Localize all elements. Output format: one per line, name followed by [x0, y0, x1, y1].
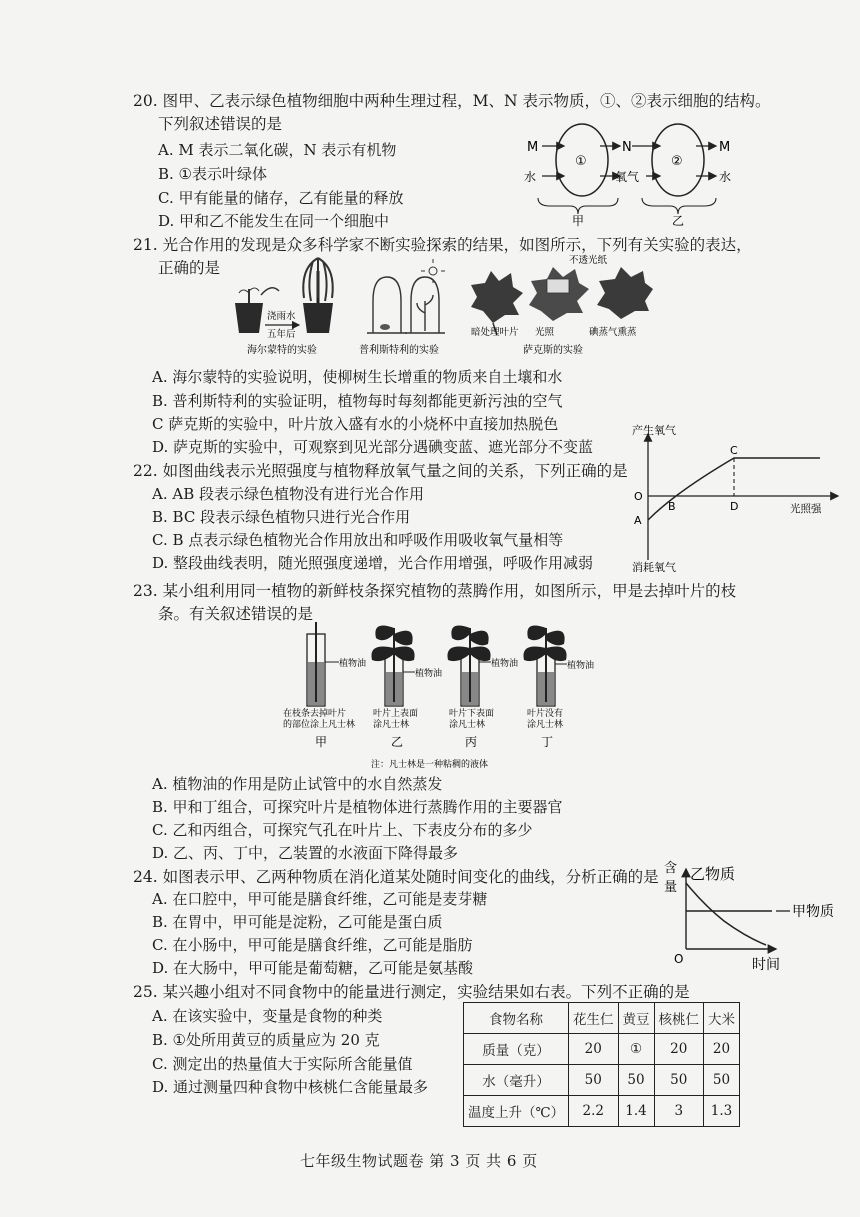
- header-cell: 黄豆: [618, 1003, 654, 1034]
- name-bing: 丙: [465, 735, 478, 749]
- q25-stem: 25. 某兴趣小组对不同食物中的能量进行测定，实验结果如右表。下列不正确的是: [133, 983, 690, 1001]
- yi-label: 乙物质: [690, 865, 736, 883]
- point-D: D: [730, 500, 739, 513]
- table-cell: 20: [569, 1034, 619, 1065]
- name-yi: 乙: [391, 735, 404, 749]
- caption-ding-2: 涂凡士林: [527, 720, 564, 730]
- q21-option-d: D. 萨克斯的实验中，可观察到见光部分遇碘变蓝、遮光部分不变蓝: [152, 438, 594, 456]
- table-cell: 3: [654, 1096, 704, 1127]
- q24-digestion-graph: [660, 855, 850, 980]
- willow-tree-icon: [303, 258, 332, 301]
- q22-option-c: C. B 点表示绿色植物光合作用放出和呼吸作用吸收氧气量相等: [152, 531, 564, 549]
- priestley-caption: 普利斯特利的实验: [359, 345, 439, 356]
- pot-small-icon: [235, 303, 263, 333]
- row-label: 水（毫升）: [464, 1065, 569, 1096]
- header-cell: 食物名称: [464, 1003, 569, 1034]
- y-label-1: 含: [664, 861, 678, 876]
- y-bottom-label: 消耗氧气: [632, 561, 676, 572]
- leaf-iodine-icon: [597, 267, 653, 319]
- q21-option-b: B. 普利斯特利的实验证明，植物每时每刻都能更新污浊的空气: [152, 392, 563, 410]
- y-top-label: 产生氧气: [632, 424, 676, 437]
- q22-option-d: D. 整段曲线表明，随光照强度递增，光合作用增强，呼吸作用减弱: [152, 554, 594, 572]
- helmont-caption: 海尔蒙特的实验: [247, 345, 317, 356]
- q23-note: 注：凡士林是一种粘稠的液体: [371, 760, 489, 770]
- q23-option-a: A. 植物油的作用是防止试管中的水自然蒸发: [152, 775, 443, 793]
- label-jia: 甲: [572, 214, 585, 228]
- q25-option-b: B. ①处所用黄豆的质量应为 20 克: [152, 1031, 380, 1049]
- sachs-iodine-label: 碘蒸气熏蒸: [589, 327, 637, 338]
- q24-option-b: B. 在胃中，甲可能是淀粉，乙可能是蛋白质: [152, 913, 443, 931]
- mouse-icon: [380, 324, 390, 330]
- q21-stem-line2: 正确的是: [158, 259, 221, 277]
- table-row: [464, 1065, 740, 1096]
- row-label: 温度上升（℃）: [464, 1096, 569, 1127]
- q23-option-c: C. 乙和丙组合，可探究气孔在叶片上、下表皮分布的多少: [152, 821, 533, 839]
- helmont-water-label: 浇雨水: [267, 311, 296, 322]
- table-row: [464, 1096, 740, 1127]
- label-struct2: ②: [671, 154, 683, 169]
- setup-ding: [523, 626, 594, 706]
- q20-option-d: D. 甲和乙不能发生在同一个细胞中: [158, 212, 390, 230]
- caption-jia-2: 的部位涂上凡士林: [283, 720, 356, 730]
- table-cell: 1.3: [704, 1096, 740, 1127]
- setup-bing: [447, 626, 518, 706]
- table-cell: 20: [704, 1034, 740, 1065]
- caption-ding-1: 叶片没有: [527, 709, 564, 719]
- helmont-years-label: 五年后: [267, 329, 296, 340]
- q20-stem-line1: 20. 图甲、乙表示绿色植物细胞中两种生理过程，M、N 表示物质，①、②表示细胞的结构。: [133, 92, 771, 110]
- q20-cell-diagram: [520, 118, 760, 228]
- q20-option-a: A. M 表示二氧化碳，N 表示有机物: [158, 141, 397, 159]
- table-cell: ①: [618, 1034, 654, 1065]
- q24-option-c: C. 在小肠中，甲可能是膳食纤维，乙可能是脂肪: [152, 936, 473, 954]
- q22-option-b: B. BC 段表示绿色植物只进行光合作用: [152, 508, 411, 526]
- caption-bing-1: 叶片下表面: [449, 709, 495, 719]
- label-water-out: 水: [719, 170, 732, 184]
- sachs-light-label: 光照: [535, 327, 555, 338]
- leaf-light-icon: [529, 267, 589, 321]
- page-footer: 七年级生物试题卷 第 3 页 共 6 页: [300, 1152, 538, 1170]
- table-cell: 50: [618, 1065, 654, 1096]
- q20-stem-line2: 下列叙述错误的是: [158, 115, 283, 133]
- header-cell: 花生仁: [569, 1003, 619, 1034]
- caption-jia-1: 在枝条去掉叶片: [283, 709, 347, 719]
- point-B: B: [668, 500, 676, 513]
- row-label: 质量（克）: [464, 1034, 569, 1065]
- q21-option-a: A. 海尔蒙特的实验说明，使柳树生长增重的物质来自土壤和水: [152, 368, 563, 386]
- q21-stem-line1: 21. 光合作用的发现是众多科学家不断实验探索的结果，如图所示，下列有关实验的表达，: [133, 236, 752, 254]
- name-ding: 丁: [541, 735, 554, 749]
- oil-label-jia: 植物油: [339, 659, 367, 669]
- q24-option-d: D. 在大肠中，甲可能是葡萄糖，乙可能是氨基酸: [152, 959, 474, 977]
- q23-stem-line2: 条。有关叙述错误的是: [158, 605, 314, 623]
- q25-option-d: D. 通过测量四种食物中核桃仁含能量最多: [152, 1078, 429, 1096]
- sachs-dark-label: 暗处理叶片: [471, 327, 519, 338]
- sun-icon: [429, 267, 437, 275]
- oil-label-ding: 植物油: [567, 661, 595, 671]
- origin-label: O: [674, 952, 684, 966]
- watering-can-icon: [261, 288, 279, 295]
- label-struct1: ①: [575, 154, 587, 169]
- leaf-dark-icon: [471, 271, 523, 323]
- q23-transpiration-figure: [275, 614, 615, 774]
- q23-option-b: B. 甲和丁组合，可探究叶片是植物体进行蒸腾作用的主要器官: [152, 798, 563, 816]
- q22-oxygen-graph: [620, 420, 850, 572]
- table-row: [464, 1034, 740, 1065]
- q23-stem-line1: 23. 某小组利用同一植物的新鲜枝条探究植物的蒸腾作用，如图所示，甲是去掉叶片的枝: [133, 582, 737, 600]
- label-oxygen: 氧气: [615, 170, 640, 184]
- q20-option-b: B. ①表示叶绿体: [158, 165, 268, 183]
- label-N: N: [622, 140, 632, 155]
- caption-bing-2: 涂凡士林: [449, 720, 486, 730]
- x-label: 光照强: [790, 503, 822, 515]
- y-label-2: 量: [664, 880, 678, 895]
- table-cell: 2.2: [569, 1096, 619, 1127]
- q25-option-a: A. 在该实验中，变量是食物的种类: [152, 1007, 383, 1025]
- table-header-row: [464, 1003, 740, 1034]
- label-M: M: [527, 140, 539, 155]
- q25-option-c: C. 测定出的热量值大于实际所含能量值: [152, 1055, 413, 1073]
- q22-option-a: A. AB 段表示绿色植物没有进行光合作用: [152, 485, 424, 503]
- caption-yi-2: 涂凡士林: [373, 720, 410, 730]
- q23-option-d: D. 乙、丙、丁中，乙装置的水液面下降得最多: [152, 844, 459, 862]
- q22-stem: 22. 如图曲线表示光照强度与植物释放氧气量之间的关系，下列正确的是: [133, 462, 628, 480]
- label-yi: 乙: [672, 214, 685, 228]
- q24-option-a: A. 在口腔中，甲可能是膳食纤维，乙可能是麦芽糖: [152, 890, 488, 908]
- name-jia: 甲: [315, 735, 328, 749]
- oil-label-yi: 植物油: [415, 669, 443, 679]
- header-cell: 核桃仁: [654, 1003, 704, 1034]
- q20-option-c: C. 甲有能量的储存，乙有能量的释放: [158, 189, 404, 207]
- table-cell: 50: [654, 1065, 704, 1096]
- jia-label: 甲物质: [792, 904, 834, 920]
- point-O: O: [634, 490, 643, 503]
- table-cell: 50: [569, 1065, 619, 1096]
- label-water: 水: [524, 170, 537, 184]
- foil-icon: [547, 279, 569, 293]
- q21-experiments-figure: [225, 253, 655, 358]
- pot-large-icon: [303, 303, 333, 333]
- sachs-foil-label: 不透光纸: [569, 255, 608, 266]
- table-cell: 20: [654, 1034, 704, 1065]
- q24-stem: 24. 如图表示甲、乙两种物质在消化道某处随时间变化的曲线，分析正确的是: [133, 868, 659, 886]
- yi-curve: [686, 883, 766, 945]
- q21-option-c: C 萨克斯的实验中，叶片放入盛有水的小烧杯中直接加热脱色: [152, 415, 559, 433]
- setup-yi: [371, 626, 442, 706]
- x-label: 时间: [752, 957, 780, 973]
- point-C: C: [730, 444, 738, 457]
- header-cell: 大米: [704, 1003, 740, 1034]
- plant-icon: [417, 295, 433, 331]
- table-cell: 1.4: [618, 1096, 654, 1127]
- setup-jia: [307, 622, 366, 706]
- sachs-caption: 萨克斯的实验: [523, 345, 583, 356]
- table-cell: 50: [704, 1065, 740, 1096]
- caption-yi-1: 叶片上表面: [373, 709, 419, 719]
- oil-label-bing: 植物油: [491, 659, 519, 669]
- label-M-out: M: [719, 140, 731, 155]
- point-A: A: [634, 514, 642, 527]
- q25-food-energy-table: [463, 1002, 740, 1127]
